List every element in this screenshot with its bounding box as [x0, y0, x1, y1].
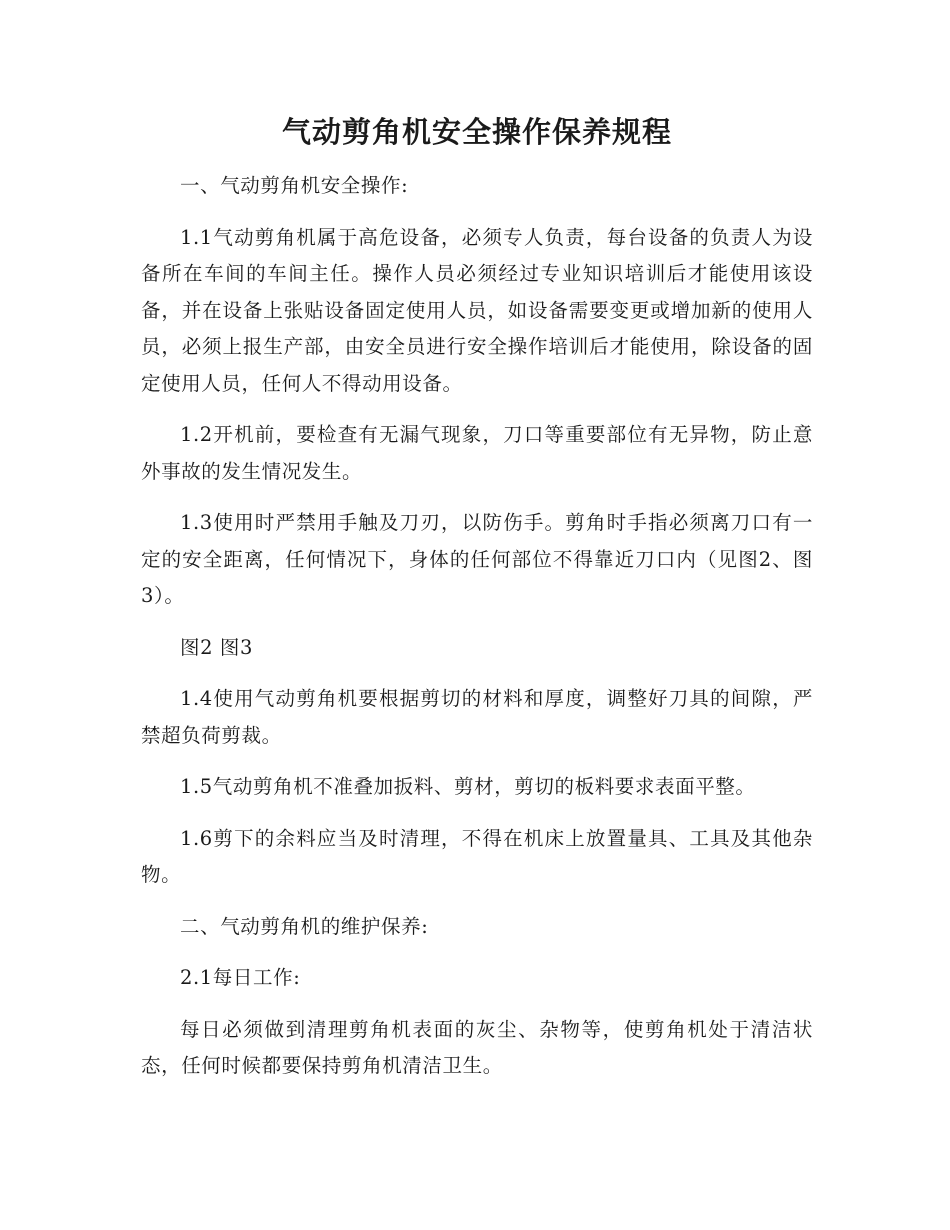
- paragraph-1-4: 1.4使用气动剪角机要根据剪切的材料和厚度，调整好刀具的间隙，严禁超负荷剪裁。: [141, 687, 813, 747]
- section-heading-maintenance: 二、气动剪角机的维护保养:: [180, 914, 429, 938]
- paragraph-1-3: 1.3使用时严禁用手触及刀刃，以防伤手。剪角时手指必须离刀口有一定的安全距离，任何情况下，身体的任何部位不得靠近刀口内（见图2、图3）。: [141, 511, 813, 607]
- paragraph-1-2: 1.2开机前，要检查有无漏气现象，刀口等重要部位有无异物，防止意外事故的发生情况发生。: [141, 423, 813, 483]
- paragraph-1-1: 1.1气动剪角机属于高危设备，必须专人负责，每台设备的负责人为设备所在车间的车间主任。操作人员必须经过专业知识培训后才能使用该设备，并在设备上张贴设备固定使用人员，如设备需要变更或增加新的使用人员，必须上报生产部，由安全员进行安全操作培训后才能使用，除设备的固定使用人员，任何人不得动用设备。: [141, 225, 813, 395]
- paragraph-1-6: 1.6剪下的余料应当及时清理，不得在机床上放置量具、工具及其他杂物。: [141, 826, 813, 886]
- section-heading-operation: 一、气动剪角机安全操作:: [180, 174, 409, 197]
- figure-caption: 图2 图3: [180, 635, 254, 659]
- paragraph-2-1: 2.1每日工作:: [180, 966, 301, 989]
- paragraph-1-5: 1.5气动剪角机不准叠加扳料、剪材，剪切的板料要求表面平整。: [180, 775, 756, 798]
- paragraph-daily-work: 每日必须做到清理剪角机表面的灰尘、杂物等，使剪角机处于清洁状态，任何时候都要保持剪角机清洁卫生。: [141, 1017, 813, 1077]
- document-page: [141, 110, 813, 1100]
- document-title: 气动剪角机安全操作保养规程: [281, 115, 672, 149]
